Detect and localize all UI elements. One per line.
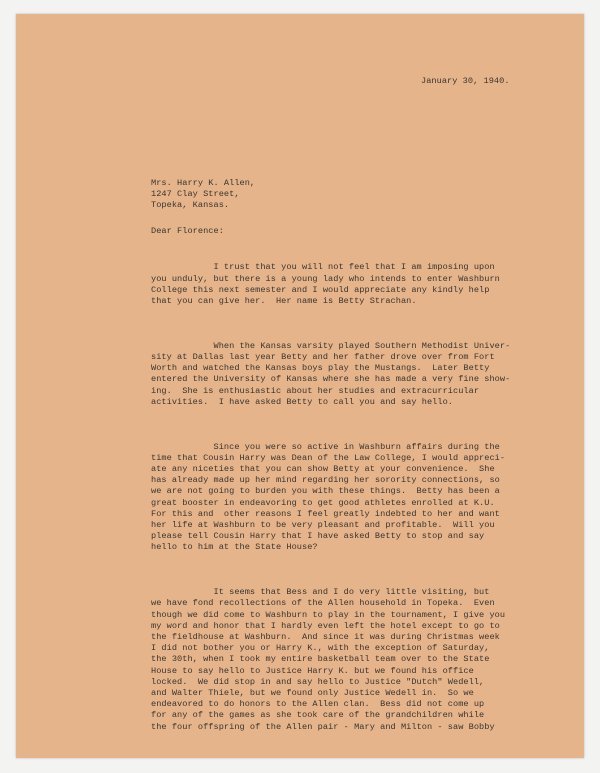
address-line-street: 1247 Clay Street, (151, 189, 240, 200)
salutation: Dear Florence: (151, 226, 224, 236)
letter-body (151, 240, 510, 755)
paragraph-request: Since you were so active in Washburn affairs during the time that Cousin Harry was Dean of the Law College, I would appreci- ate any niceties that you can show Betty at your convenience. She has already made up her mind regarding her sorority connections, so we are not going to burden you with these things. Betty has been a great booster in endeavoring to get good athletes enrolled at K.U. For this and other reasons I feel greatly indebted to her and want her life at Washburn to be very pleasant and profitable. Will you please tell Cousin Harry that I have asked Betty to stop and say hello to him at the State House? (151, 441, 506, 553)
paragraph-introduction: I trust that you will not feel that I am imposing upon you unduly, but there is a young lady who intends to enter Washburn College this next semester and I would appreciate any kindly help that you can give her. Her name is Betty Strachan. (151, 262, 500, 307)
recipient-address (151, 178, 255, 212)
paragraph-background: When the Kansas varsity played Southern Methodist Univer- sity at Dallas last year Betty and her father drove over from Fort Worth and watched the Kansas boys play the Mustangs. Later Betty entered the University of Kansas where she has made a very fine show- ing. She is enthusiastic about her studies and extracurricular activities. I have asked Betty to call you and say hello. (151, 340, 511, 407)
address-line-name: Mrs. Harry K. Allen, (151, 178, 256, 188)
paragraph-visit: It seems that Bess and I do very little visiting, but we have fond recollections of the Allen household in Topeka. Even though we did come to Washburn to play in the tournament, I give you my word and honor that I hardly even left the hotel except to go to the fieldhouse at Washburn. And since it was during Christmas week I did not bother you or Harry K., with the exception of Saturday, the 30th, when I took my entire basketball team over to the State House to say hello to Justice Harry K. but we found his office locked. We did stop in and say hello to Justice "Dutch" Wedell, and Walter Thiele, but we found only Justice Wedell in. So we endeavored to do honors to the Allen clan. Bess did not come up for any of the games as she took care of the grandchildren while the four offspring of the Allen pair - Mary and Milton - saw Bobby (151, 587, 506, 732)
letter-date: January 30, 1940. (421, 76, 510, 86)
address-line-city: Topeka, Kansas. (151, 200, 230, 211)
letter-page (16, 14, 584, 758)
